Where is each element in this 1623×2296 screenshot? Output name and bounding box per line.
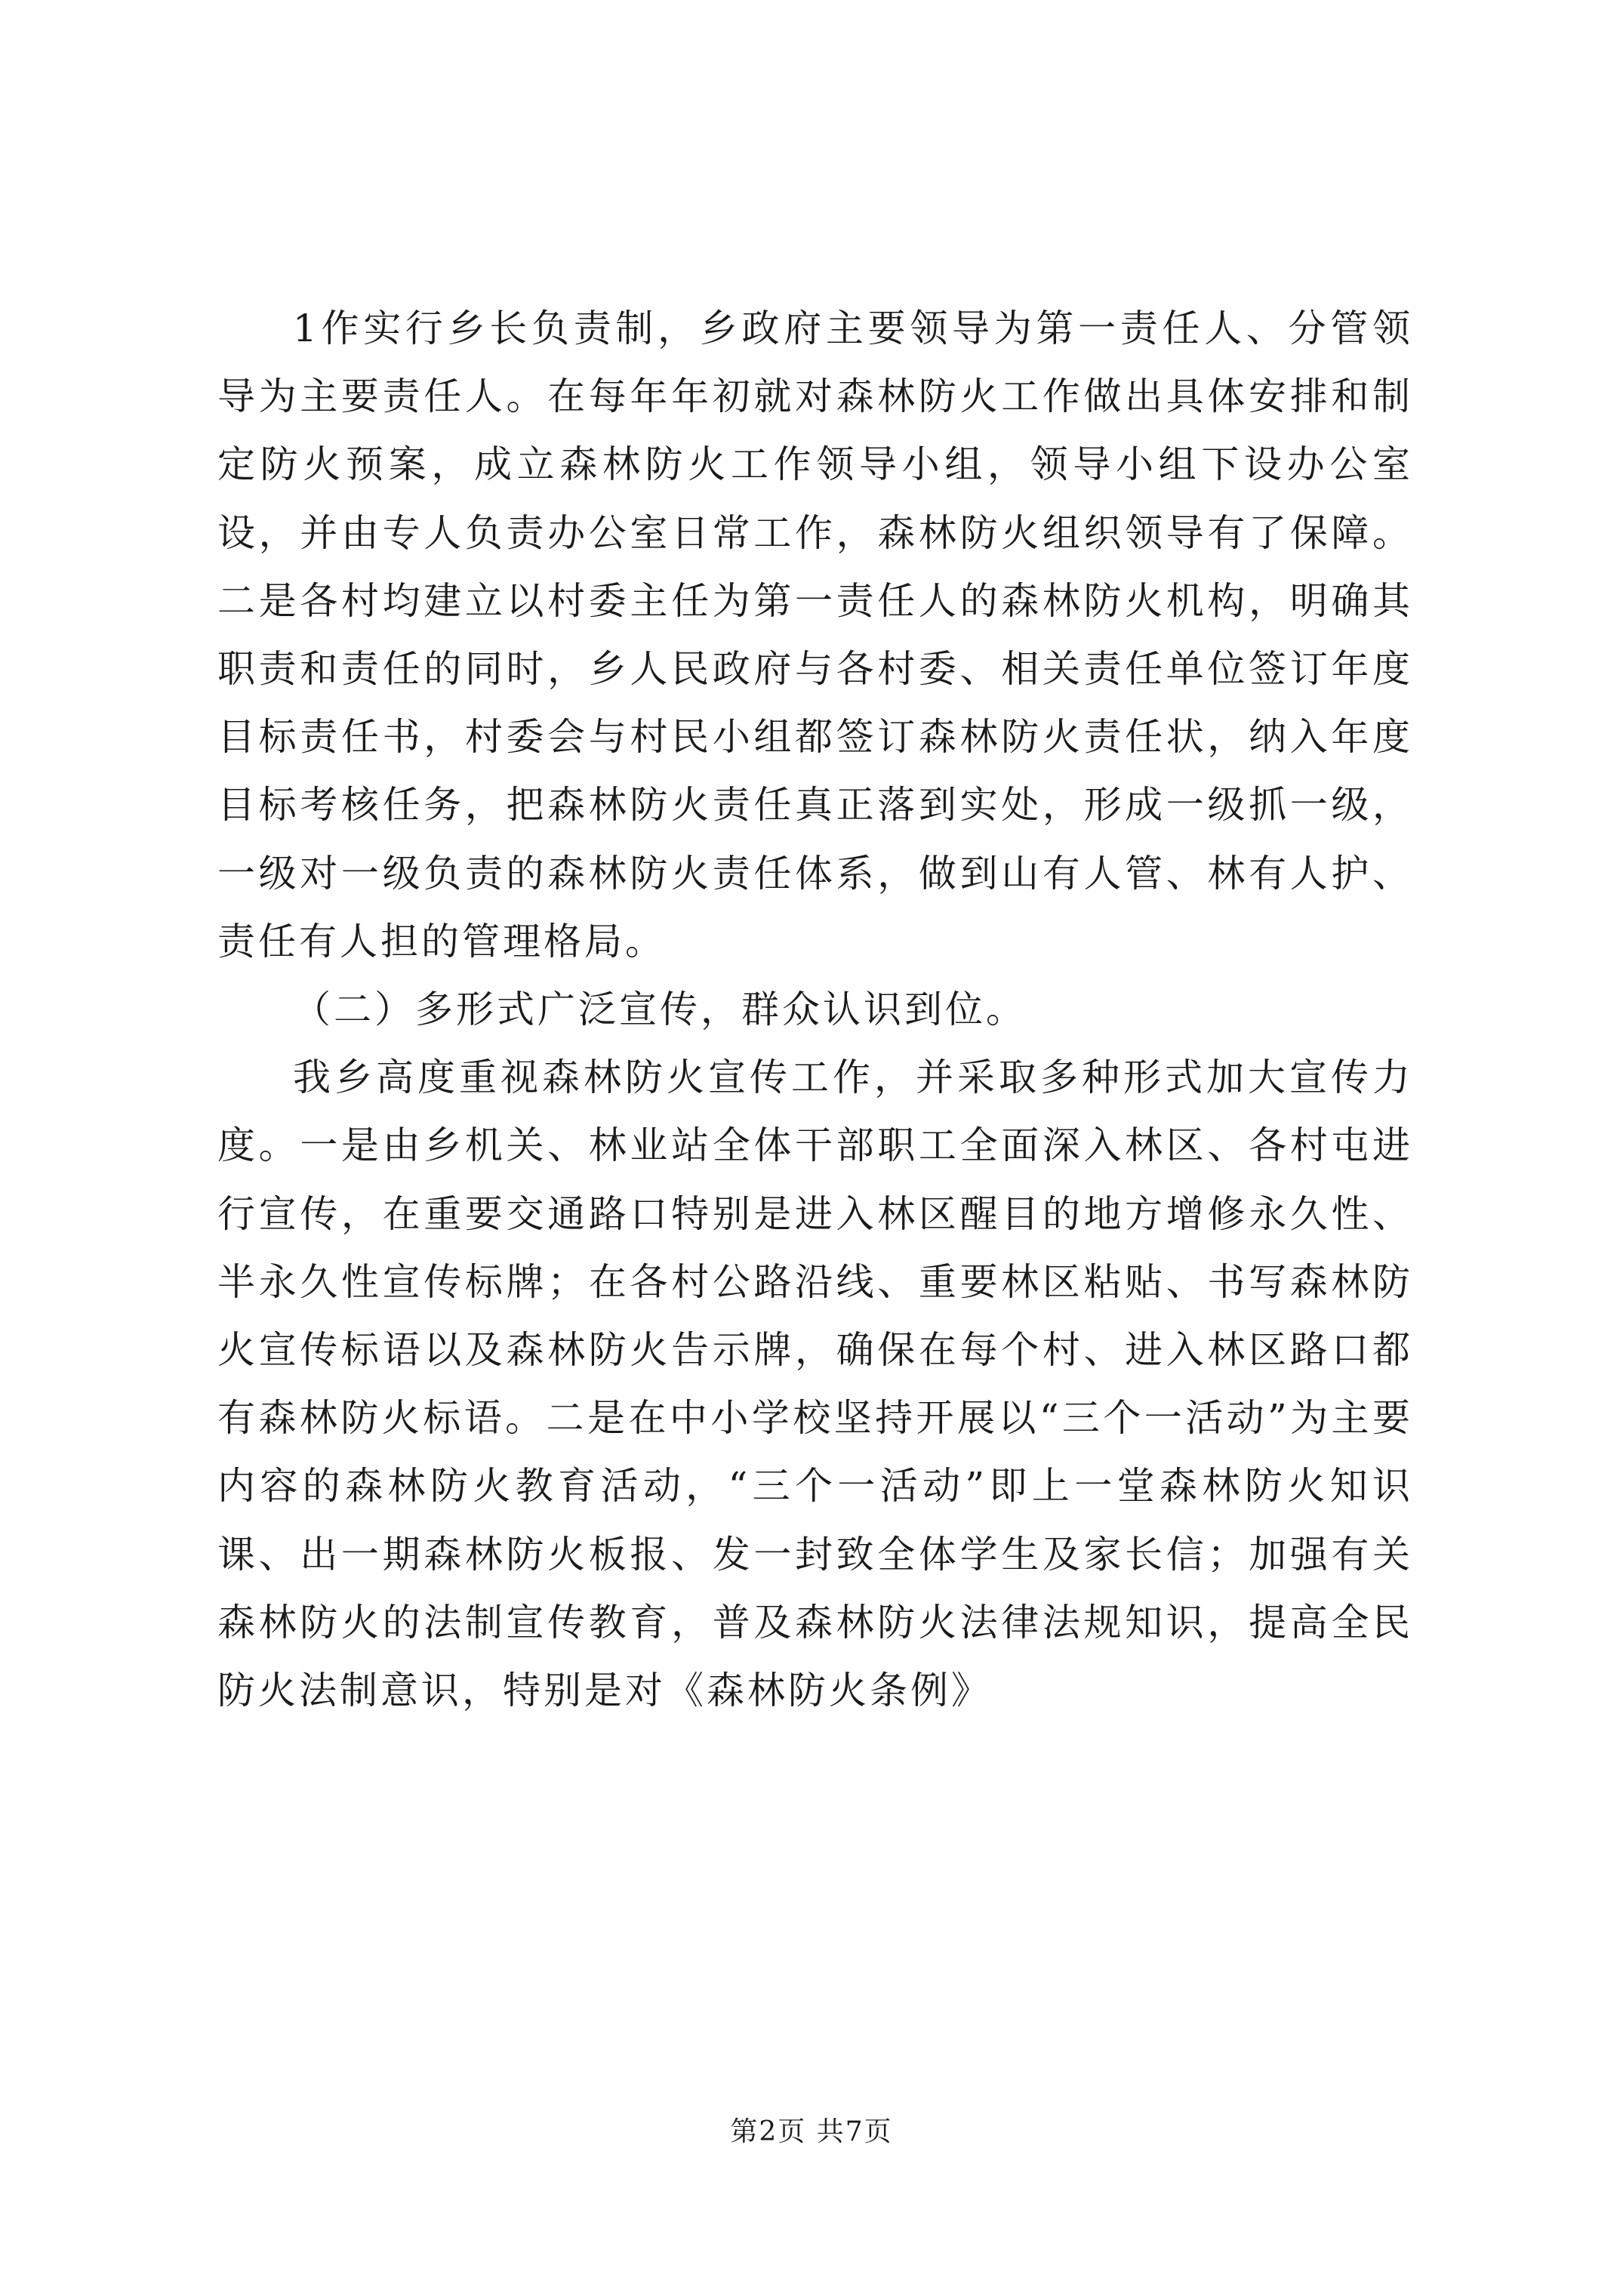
document-body xyxy=(217,294,1413,1724)
paragraph-publicity-work: 我乡高度重视森林防火宣传工作，并采取多种形式加大宣传力度。一是由乡机关、林业站全体干部职工全面深入林区、各村屯进行宣传，在重要交通路口特别是进入林区醒目的地方增修永久性、半永久性宣传标牌；在各村公路沿线、重要林区粘贴、书写森林防火宣传标语以及森林防火告示牌，确保在每个村、进入林区路口都有森林防火标语。二是在中小学校坚持开展以“三个一活动”为主要内容的森林防火教育活动，“三个一活动”即上一堂森林防火知识课、出一期森林防火板报、发一封致全体学生及家长信；加强有关森林防火的法制宣传教育，普及森林防火法律法规知识，提高全民防火法制意识，特别是对《森林防火条例》 xyxy=(217,1056,1413,1713)
paragraph-responsibility-system: 1作实行乡长负责制，乡政府主要领导为第一责任人、分管领导为主要责任人。在每年年初就对森林防火工作做出具体安排和制定防火预案，成立森林防火工作领导小组，领导小组下设办公室设，并由专人负责办公室日常工作，森林防火组织领导有了保障。二是各村均建立以村委主任为第一责任人的森林防火机构，明确其职责和责任的同时，乡人民政府与各村委、相关责任单位签订年度目标责任书，村委会与村民小组都签订森林防火责任状，纳入年度目标考核任务，把森林防火责任真正落到实处，形成一级抓一级，一级对一级负责的森林防火责任体系，做到山有人管、林有人护、责任有人担的管理格局。 xyxy=(217,307,1413,963)
section-heading-publicity: （二）多形式广泛宣传，群众认识到位。 xyxy=(293,988,1027,1032)
page-number-footer: 第2页 共7页 xyxy=(730,2116,893,2147)
